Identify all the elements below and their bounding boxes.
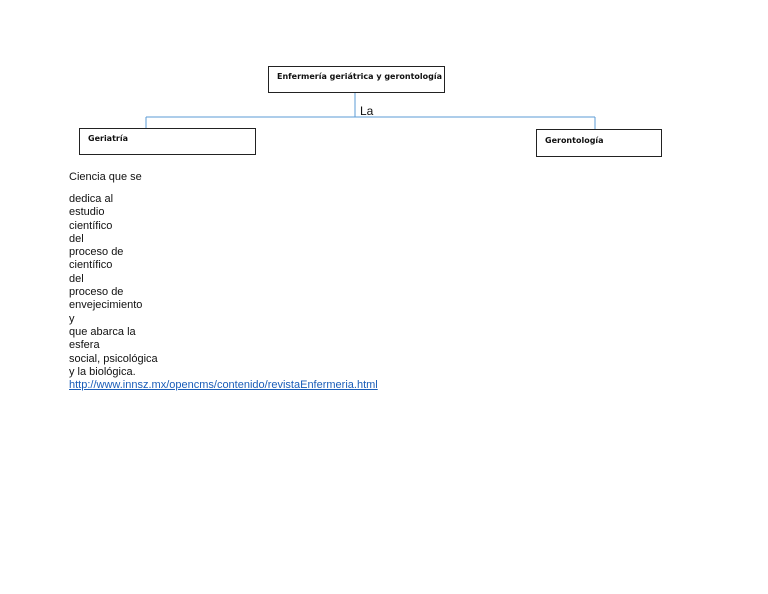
intro-paragraph	[69, 171, 142, 184]
intro-line: Ciencia que se	[69, 171, 142, 183]
source-link[interactable]: http://www.innsz.mx/opencms/contenido/revistaEnfermeria.html	[69, 379, 378, 392]
definition-line: estudio	[69, 206, 105, 219]
definition-line: del	[69, 232, 84, 245]
definition-line: y la biológica.	[69, 365, 136, 378]
definition-line: que abarca la	[69, 325, 136, 338]
definition-paragraph	[69, 193, 378, 392]
definition-line: científico	[69, 219, 113, 232]
diagram-child-box-gerontologia	[536, 129, 662, 157]
definition-line: social, psicológica	[69, 352, 158, 365]
diagram-child-box-geriatria	[79, 128, 256, 155]
definition-line: proceso de	[69, 246, 124, 259]
definition-line: envejecimiento	[69, 299, 143, 312]
definition-line: del	[69, 272, 84, 285]
definition-line: científico	[69, 259, 113, 272]
definition-line: proceso de	[69, 286, 124, 299]
definition-line: esfera	[69, 339, 100, 352]
definition-line: dedica al	[69, 193, 114, 205]
definition-line: y	[69, 312, 75, 325]
diagram-root-label: Enfermería geriátrica y gerontología	[277, 72, 443, 81]
connector-label: La	[360, 104, 374, 118]
diagram-child-label: Geriatría	[88, 134, 128, 143]
diagram-child-label: Gerontología	[545, 136, 604, 145]
diagram-root-box	[268, 66, 445, 93]
